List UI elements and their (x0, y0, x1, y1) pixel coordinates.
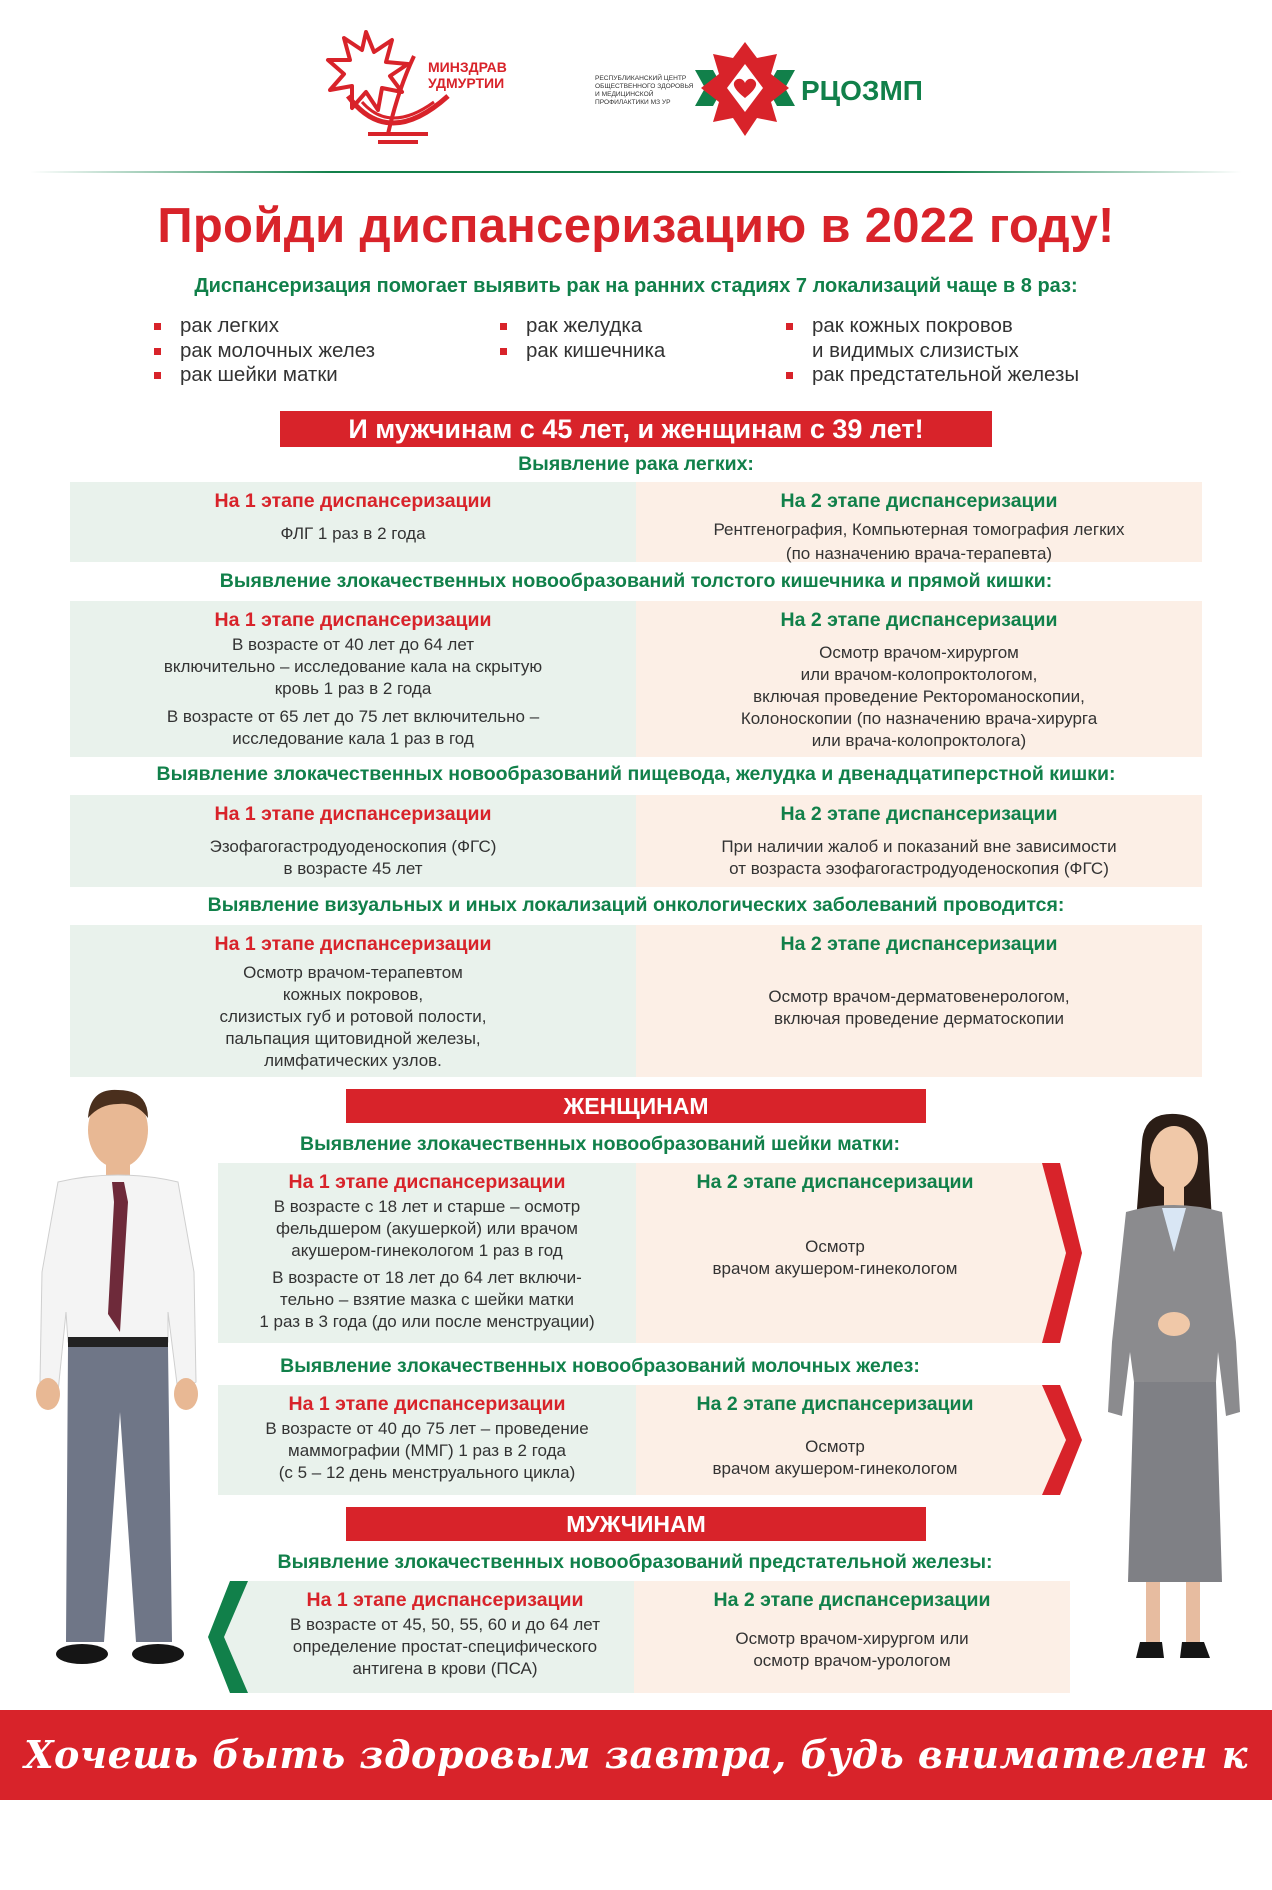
stage1-text: включительно – исследование кала на скрытую (163, 657, 543, 676)
woman-illustration (1090, 1112, 1255, 1672)
section-colon (70, 601, 1202, 757)
stage1-text: В возрасте от 45, 50, 55, 60 и до 64 лет (290, 1615, 600, 1634)
minzdrav-logo-line2: УДМУРТИИ (428, 75, 505, 91)
stage1-column (70, 925, 636, 1077)
stage1-text: тельно – взятие мазка с шейки матки (280, 1290, 574, 1309)
stage1-column (218, 1163, 636, 1343)
stage2-heading: На 2 этапе диспансеризации (780, 933, 1058, 955)
stage1-heading: На 1 этапе диспансеризации (214, 609, 492, 631)
header-divider (30, 171, 1242, 173)
stage1-text: В возрасте от 40 лет до 64 лет (231, 635, 474, 654)
list-item: рак шейки матки (152, 363, 375, 388)
center-caption-line3: И МЕДИЦИНСКОЙ (595, 91, 654, 98)
section-prostate (256, 1581, 1070, 1693)
stage1-text: маммографии (ММГ) 1 раз в 2 года (288, 1441, 566, 1460)
men-banner: МУЖЧИНАМ (346, 1507, 926, 1541)
section-cervix (218, 1163, 1034, 1343)
stage1-text: пальпация щитовидной железы, (225, 1029, 481, 1048)
stage1-column (70, 795, 636, 887)
stage1-text: кожных покровов, (282, 985, 424, 1004)
ornament-icon (695, 42, 795, 136)
stage2-text: Колоноскопии (по назначению врача-хирурга (740, 709, 1098, 728)
stage1-heading: На 1 этапе диспансеризации (214, 933, 492, 955)
stage2-text: Осмотр врачом-дерматовенерологом, (768, 987, 1070, 1006)
women-banner: ЖЕНЩИНАМ (346, 1089, 926, 1123)
section-breast (218, 1385, 1034, 1495)
man-illustration (18, 1082, 218, 1682)
list-item: рак предстательной железы (784, 363, 1079, 388)
stage2-column (636, 482, 1202, 562)
stage2-heading: На 2 этапе диспансеризации (780, 609, 1058, 631)
rcozmp-logo (595, 40, 955, 140)
footer-slogan: Хочешь быть здоровым завтра, будь внимателен к себе сегодня! (0, 1710, 1272, 1800)
list-item: рак кожных покровов (784, 314, 1079, 339)
stage1-text: акушером-гинекологом 1 раз в год (291, 1241, 563, 1260)
cancer-list-col2 (498, 314, 665, 363)
stage1-text: лимфатических узлов. (264, 1051, 442, 1070)
stage1-text: ФЛГ 1 раз в 2 года (280, 524, 426, 543)
stage1-column (70, 601, 636, 757)
stage2-heading: На 2 этапе диспансеризации (713, 1589, 991, 1611)
center-caption-line2: ОБЩЕСТВЕННОГО ЗДОРОВЬЯ (595, 83, 694, 90)
stage1-text: Эзофагогастродуоденоскопия (ФГС) (209, 837, 497, 856)
section-title-lungs: Выявление рака легких: (518, 453, 754, 475)
stage1-text: слизистых губ и ротовой полости, (219, 1007, 487, 1026)
page-title: Пройди диспансеризацию в 2022 году! (157, 199, 1115, 253)
arrow-right-icon (1034, 1385, 1082, 1495)
list-item: рак молочных желез (152, 339, 375, 364)
section-title-cervix: Выявление злокачественных новообразований шейки матки: (300, 1133, 900, 1155)
stage2-column (636, 1163, 1034, 1343)
stage2-heading: На 2 этапе диспансеризации (696, 1393, 974, 1415)
cancer-list-col1 (152, 314, 375, 388)
stage2-heading: На 2 этапе диспансеризации (696, 1171, 974, 1193)
stage2-text: от возраста эзофагогастродуоденоскопия (ФГС) (729, 859, 1109, 878)
rcozmp-logo-text: РЦОЗМП (801, 75, 923, 106)
stage2-text: врачом акушером-гинекологом (712, 1259, 958, 1278)
stage1-heading: На 1 этапе диспансеризации (214, 803, 492, 825)
list-item: рак легких (152, 314, 375, 339)
stage1-text: 1 раз в 3 года (до или после менструации) (259, 1312, 595, 1331)
section-title-breast: Выявление злокачественных новообразований молочных желез: (280, 1355, 920, 1377)
center-caption-line4: ПРОФИЛАКТИКИ МЗ УР (595, 99, 671, 106)
stage1-column (218, 1385, 636, 1495)
list-item-continuation: и видимых слизистых (812, 338, 1019, 362)
stage1-column (256, 1581, 634, 1693)
stage1-heading: На 1 этапе диспансеризации (288, 1171, 566, 1193)
stage1-column (70, 482, 636, 562)
section-title-prostate: Выявление злокачественных новообразований предстательной железы: (277, 1551, 993, 1573)
stage1-heading: На 1 этапе диспансеризации (306, 1589, 584, 1611)
stage1-text: исследование кала 1 раз в год (232, 729, 474, 748)
stage1-text: фельдшером (акушеркой) или врачом (276, 1219, 578, 1238)
center-caption-line1: РЕСПУБЛИКАНСКИЙ ЦЕНТР (595, 75, 687, 82)
section-title-colon: Выявление злокачественных новообразований толстого кишечника и прямой кишки: (219, 570, 1053, 592)
stage2-column (636, 795, 1202, 887)
stage2-text: включая проведение дерматоскопии (773, 1009, 1065, 1028)
stage2-text: или врачом-колопроктологом, (800, 665, 1038, 684)
stage2-text: Осмотр (805, 1237, 865, 1256)
header (0, 0, 1272, 175)
stage1-text: Осмотр врачом-терапевтом (243, 963, 463, 982)
stage2-text: (по назначению врача-терапевта) (785, 544, 1053, 563)
stage1-text: В возрасте от 65 лет до 75 лет включительно – (166, 707, 540, 726)
stage1-text: (с 5 – 12 день менструального цикла) (278, 1463, 576, 1482)
stage1-text: В возрасте от 40 до 75 лет – проведение (265, 1419, 589, 1438)
section-visual (70, 925, 1202, 1077)
stage2-text: или врача-колопроктолога) (811, 731, 1027, 750)
stage2-text: включая проведение Ректороманоскопии, (753, 687, 1085, 706)
section-title-stomach: Выявление злокачественных новообразований пищевода, желудка и двенадцатиперстной кишки: (156, 763, 1116, 785)
arrow-right-icon (1034, 1163, 1082, 1343)
stage2-text: Рентгенография, Компьютерная томография легких (713, 520, 1125, 539)
stage1-text: антигена в крови (ПСА) (352, 1659, 538, 1678)
page-subtitle: Диспансеризация помогает выявить рак на ранних стадиях 7 локализаций чаще в 8 раз: (194, 275, 1078, 297)
stage2-text: осмотр врачом-урологом (753, 1651, 951, 1670)
section-stomach (70, 795, 1202, 887)
stage1-text: кровь 1 раз в 2 года (274, 679, 432, 698)
minzdrav-logo (328, 30, 528, 155)
stage2-column (634, 1581, 1070, 1693)
stage1-heading: На 1 этапе диспансеризации (288, 1393, 566, 1415)
stage1-text: В возрасте с 18 лет и старше – осмотр (273, 1197, 581, 1216)
cancer-list-col3 (784, 314, 1079, 388)
stage1-text: определение простат-специфического (292, 1637, 598, 1656)
stage2-text: врачом акушером-гинекологом (712, 1459, 958, 1478)
stage2-column (636, 601, 1202, 757)
stage2-column (636, 1385, 1034, 1495)
stage1-text: в возрасте 45 лет (283, 859, 423, 878)
section-lungs (70, 482, 1202, 562)
minzdrav-logo-line1: МИНЗДРАВ (428, 59, 507, 75)
stage1-text: В возрасте от 18 лет до 64 лет включи- (272, 1268, 582, 1287)
section-title-visual: Выявление визуальных и иных локализаций онкологических заболеваний проводится: (207, 894, 1065, 916)
stage2-text: Осмотр (805, 1437, 865, 1456)
stage2-text: Осмотр врачом-хирургом (819, 643, 1019, 662)
stage1-heading: На 1 этапе диспансеризации (214, 490, 492, 512)
list-item: рак кишечника (498, 339, 665, 364)
stage2-column (636, 925, 1202, 1077)
list-item: рак желудка (498, 314, 665, 339)
stage2-text: Осмотр врачом-хирургом или (735, 1629, 969, 1648)
age-banner: И мужчинам с 45 лет, и женщинам с 39 лет! (280, 411, 992, 447)
stage2-text: При наличии жалоб и показаний вне зависимости (721, 837, 1117, 856)
stage2-heading: На 2 этапе диспансеризации (780, 490, 1058, 512)
stage2-heading: На 2 этапе диспансеризации (780, 803, 1058, 825)
